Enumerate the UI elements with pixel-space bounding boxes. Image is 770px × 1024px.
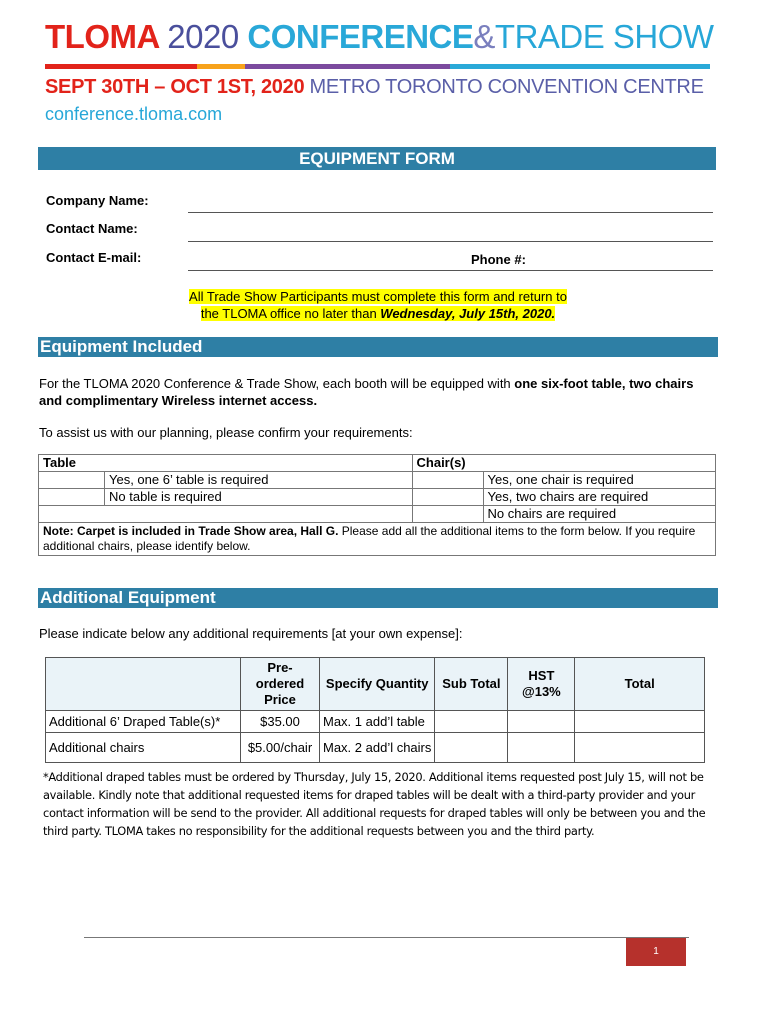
section-equipment-included: Equipment Included bbox=[38, 337, 718, 357]
deadline-date: Wednesday, July 15th, 2020. bbox=[380, 306, 556, 321]
col-subtotal: Sub Total bbox=[435, 658, 508, 711]
header-amp: & bbox=[473, 18, 495, 55]
section-additional-equipment: Additional Equipment bbox=[38, 588, 718, 608]
row2-total[interactable] bbox=[575, 733, 705, 763]
row2-price: $5.00/chair bbox=[241, 733, 320, 763]
header-title bbox=[45, 18, 714, 56]
table-opt1-label: Yes, one 6’ table is required bbox=[105, 472, 413, 489]
chair-opt2-checkbox[interactable] bbox=[412, 489, 483, 506]
chair-opt2-label: Yes, two chairs are required bbox=[483, 489, 715, 506]
requirements-table bbox=[38, 454, 716, 556]
company-name-label: Company Name: bbox=[46, 193, 149, 208]
header-item-blank bbox=[46, 658, 241, 711]
header-stripe-blue bbox=[450, 64, 710, 69]
col-quantity: Specify Quantity bbox=[320, 658, 435, 711]
page-number: 1 bbox=[626, 938, 686, 966]
footer-divider bbox=[84, 937, 689, 938]
col-total: Total bbox=[575, 658, 705, 711]
deadline-line2: the TLOMA office no later than bbox=[200, 306, 381, 321]
company-name-field[interactable] bbox=[188, 212, 713, 213]
header-stripe-purple bbox=[245, 64, 450, 69]
chair-opt1-checkbox[interactable] bbox=[412, 472, 483, 489]
additional-equipment-table bbox=[45, 657, 705, 763]
contact-email-label: Contact E-mail: bbox=[46, 250, 142, 265]
table-opt2-checkbox[interactable] bbox=[39, 489, 105, 506]
header-stripe-orange bbox=[197, 64, 245, 69]
chairs-header: Chair(s) bbox=[412, 455, 715, 472]
assist-text: To assist us with our planning, please confirm your requirements: bbox=[39, 425, 413, 440]
included-intro-text: For the TLOMA 2020 Conference & Trade Show, each booth will be equipped with bbox=[39, 376, 515, 391]
table-opt1-checkbox[interactable] bbox=[39, 472, 105, 489]
row1-quantity[interactable]: Max. 1 add’l table bbox=[320, 711, 435, 733]
chair-opt3-label: No chairs are required bbox=[483, 506, 715, 523]
carpet-note bbox=[39, 523, 716, 556]
phone-label: Phone #: bbox=[471, 252, 526, 267]
row1-subtotal[interactable] bbox=[435, 711, 508, 733]
event-venue: METRO TORONTO CONVENTION CENTRE bbox=[309, 76, 704, 98]
contact-name-label: Contact Name: bbox=[46, 221, 138, 236]
row2-hst[interactable] bbox=[508, 733, 575, 763]
additional-intro: Please indicate below any additional requirements [at your own expense]: bbox=[39, 626, 463, 641]
row1-price: $35.00 bbox=[241, 711, 320, 733]
deadline-line1: All Trade Show Participants must complete this form and return to bbox=[189, 289, 567, 304]
row2-item: Additional chairs bbox=[46, 733, 241, 763]
col-price: Pre-ordered Price bbox=[241, 658, 320, 711]
draped-table-footnote: *Additional draped tables must be ordered by Thursday, July 15, 2020. Additional items requested post July 15, will not be available. Kindly note that additional requested items for draped tables will be dealt with a third-party provider and your contact information will be send to the provider. All additional requests for draped tables will only be between you and the third party. TLOMA takes no responsibility for the additional requests between you and the third party. bbox=[43, 770, 706, 838]
header-conference: CONFERENCE bbox=[247, 18, 474, 55]
row2-quantity[interactable]: Max. 2 add’l chairs bbox=[320, 733, 435, 763]
table-empty-cell bbox=[39, 506, 413, 523]
header-year: 2020 bbox=[167, 18, 239, 55]
header-trade-show: TRADE SHOW bbox=[494, 18, 714, 55]
event-dates: SEPT 30TH – OCT 1ST, 2020 bbox=[45, 76, 305, 98]
deadline-notice bbox=[170, 288, 586, 322]
event-dates-venue bbox=[45, 76, 704, 99]
row1-hst[interactable] bbox=[508, 711, 575, 733]
row2-subtotal[interactable] bbox=[435, 733, 508, 763]
website-link[interactable]: conference.tloma.com bbox=[45, 104, 223, 124]
row1-item: Additional 6’ Draped Table(s)* bbox=[46, 711, 241, 733]
table-opt2-label: No table is required bbox=[105, 489, 413, 506]
row1-total[interactable] bbox=[575, 711, 705, 733]
carpet-note-bold: Note: Carpet is included in Trade Show area, Hall G. bbox=[43, 524, 339, 538]
header-stripe-red bbox=[45, 64, 197, 69]
email-phone-field[interactable] bbox=[188, 270, 713, 271]
chair-opt1-label: Yes, one chair is required bbox=[483, 472, 715, 489]
included-intro-bold: one six-foot table, two chairs and complimentary Wireless internet access. bbox=[39, 376, 694, 408]
brand-tloma: TLOMA bbox=[45, 18, 159, 55]
included-intro bbox=[39, 375, 709, 409]
col-hst: HST @13% bbox=[508, 658, 575, 711]
form-title: EQUIPMENT FORM bbox=[38, 147, 716, 170]
chair-opt3-checkbox[interactable] bbox=[412, 506, 483, 523]
table-header: Table bbox=[39, 455, 413, 472]
carpet-note-text: Please add all the additional items to the form below. If you require additional chairs, please identify below. bbox=[43, 524, 696, 553]
contact-name-field[interactable] bbox=[188, 241, 713, 242]
